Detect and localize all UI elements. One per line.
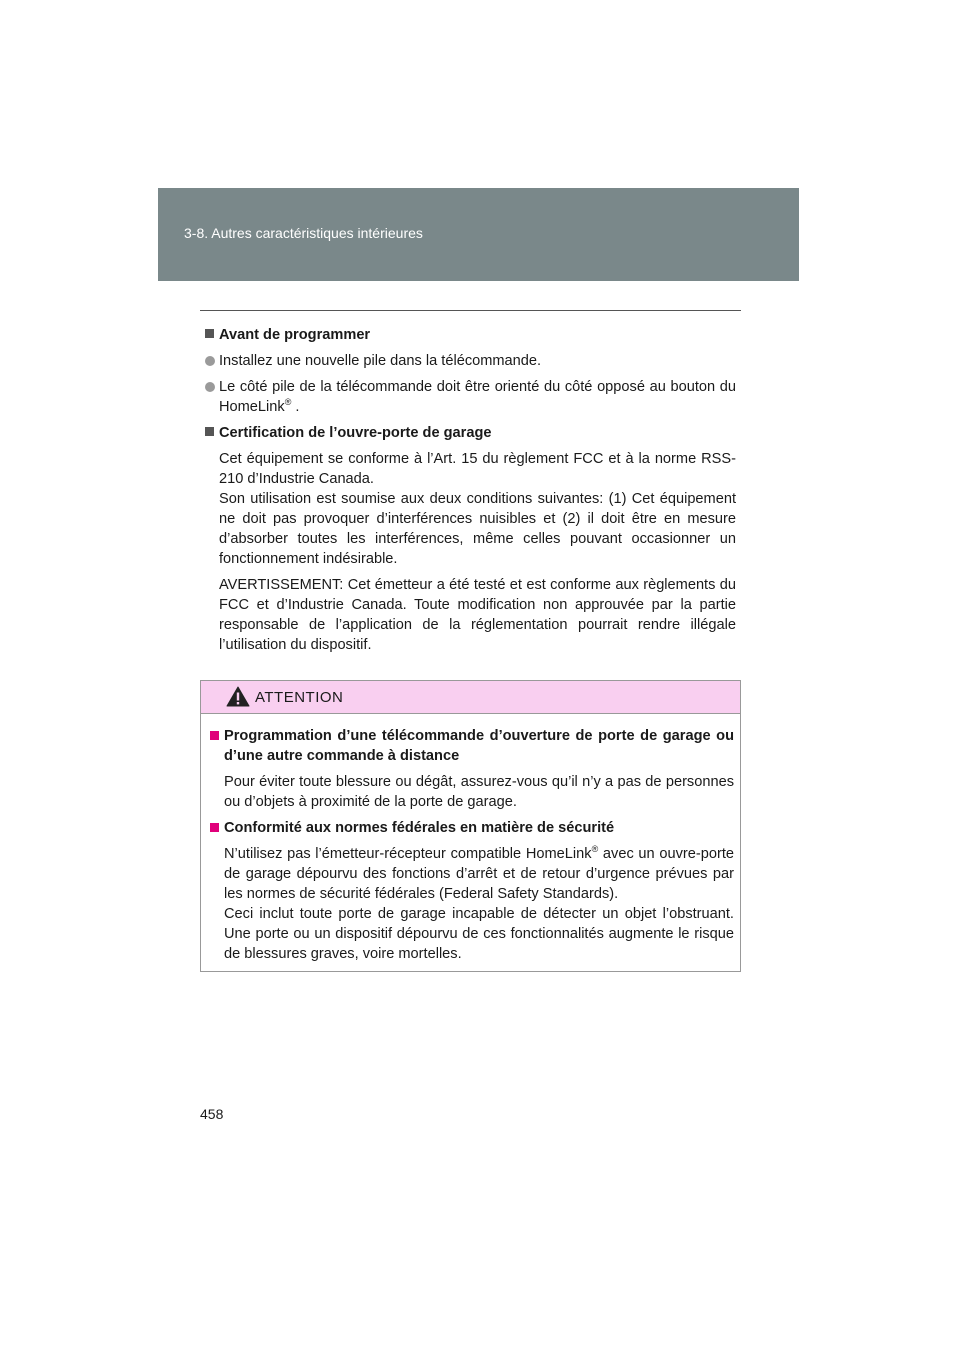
attention-body	[201, 714, 740, 964]
main-content	[205, 325, 736, 661]
warning-paragraph: AVERTISSEMENT: Cet émetteur a été testé et est conforme aux règlements du FCC et d’Industrie Canada. Toute modification non approuvée par la partie responsable de l’application de la réglementation pourrait rendre illégale l’utilisation du dispositif.	[219, 577, 736, 653]
square-marker-icon	[205, 427, 214, 436]
certification-paragraph-1: Cet équipement se conforme à l’Art. 15 du règlement FCC et à la norme RSS-210 d’Industrie Canada.	[219, 451, 736, 487]
warning-triangle-icon	[226, 686, 250, 707]
square-marker-icon	[205, 329, 214, 338]
section-title: 3-8. Autres caractéristiques intérieures	[184, 225, 423, 241]
attention-paragraph-3: Ceci inclut toute porte de garage incapable de détecter un objet l’obstruant. Une porte ou un dispositif dépourvu de ces fonctionnalités augmente le risque de blessures graves, voire mortelles.	[224, 906, 734, 962]
bullet-item: Le côté pile de la télécommande doit être orienté du côté opposé au bouton du HomeLink® .	[205, 377, 736, 417]
heading-federal-standards: Conformité aux normes fédérales en matière de sécurité	[210, 818, 734, 838]
divider-rule	[200, 310, 741, 311]
attention-paragraph-2: N’utilisez pas l’émetteur-récepteur compatible HomeLink® avec un ouvre-porte de garage dépourvu des fonctions d’arrêt et de retour d’urgence prévues par les normes de sécurité fédérales (Federal Safety Standards).	[224, 844, 734, 902]
heading-before-programming: Avant de programmer	[205, 325, 736, 345]
attention-header	[201, 681, 740, 714]
heading-certification: Certification de l’ouvre-porte de garage	[205, 423, 736, 443]
square-marker-icon	[210, 823, 219, 832]
square-marker-icon	[210, 731, 219, 740]
bullet-dot-icon	[205, 356, 215, 366]
section-header-band	[158, 188, 799, 281]
attention-box	[200, 680, 741, 972]
heading-programming-remote: Programmation d’une télécommande d’ouverture de porte de garage ou d’une autre commande à distance	[210, 726, 734, 766]
page-number: 458	[200, 1106, 224, 1122]
certification-paragraph-2: Son utilisation est soumise aux deux conditions suivantes: (1) Cet équipement ne doit pas provoquer d’interférences nuisibles et (2) il doit être en mesure d’absorber toutes les interférences, même celles pouvant occasionner un fonctionnement indésirable.	[219, 491, 736, 567]
bullet-dot-icon	[205, 382, 215, 392]
attention-title: ATTENTION	[255, 689, 344, 706]
attention-paragraph-1: Pour éviter toute blessure ou dégât, assurez-vous qu’il n’y a pas de personnes ou d’objets à proximité de la porte de garage.	[224, 774, 734, 810]
bullet-item: Installez une nouvelle pile dans la télécommande.	[205, 351, 736, 371]
